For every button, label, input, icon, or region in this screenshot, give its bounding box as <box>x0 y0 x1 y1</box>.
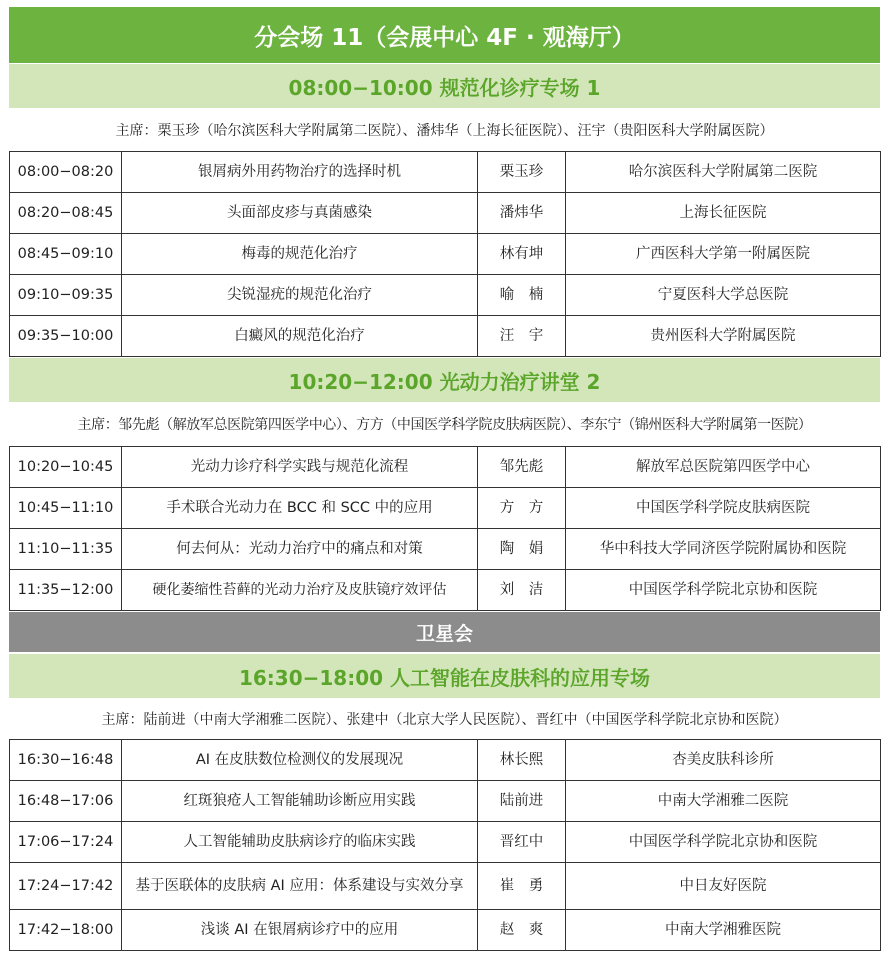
table-row <box>10 910 881 951</box>
table-row <box>10 822 881 863</box>
topic-cell: 浅谈 AI 在银屑病诊疗中的应用 <box>122 910 478 951</box>
session-title: 08:00−10:00 规范化诊疗专场 1 <box>9 64 880 108</box>
organization-cell: 中国医学科学院北京协和医院 <box>566 822 881 863</box>
topic-cell: 人工智能辅助皮肤病诊疗的临床实践 <box>122 822 478 863</box>
topic-cell: 尖锐湿疣的规范化治疗 <box>122 275 478 316</box>
speaker-cell: 陆前进 <box>478 781 566 822</box>
organization-cell: 贵州医科大学附属医院 <box>566 316 881 357</box>
speaker-cell: 方 方 <box>478 488 566 529</box>
session-chairs: 主席：邹先彪（解放军总医院第四医学中心）、方方（中国医学科学院皮肤病医院）、李东宁（锦州医科大学附属第一医院） <box>77 417 812 433</box>
organization-cell: 中国医学科学院皮肤病医院 <box>566 488 881 529</box>
topic-cell: 银屑病外用药物治疗的选择时机 <box>122 152 478 193</box>
schedule-table <box>9 739 881 951</box>
time-cell: 10:45−11:10 <box>10 488 122 529</box>
speaker-cell: 林有坤 <box>478 234 566 275</box>
organization-cell: 哈尔滨医科大学附属第二医院 <box>566 152 881 193</box>
time-cell: 16:48−17:06 <box>10 781 122 822</box>
schedule-table <box>9 151 881 357</box>
venue-title: 分会场 11（会展中心 4F · 观海厅） <box>9 7 880 63</box>
speaker-cell: 林长熙 <box>478 740 566 781</box>
table-row <box>10 740 881 781</box>
speaker-cell: 崔 勇 <box>478 863 566 910</box>
time-cell: 16:30−16:48 <box>10 740 122 781</box>
topic-cell: 光动力诊疗科学实践与规范化流程 <box>122 447 478 488</box>
time-cell: 17:24−17:42 <box>10 863 122 910</box>
organization-cell: 上海长征医院 <box>566 193 881 234</box>
time-cell: 09:35−10:00 <box>10 316 122 357</box>
table-row <box>10 234 881 275</box>
organization-cell: 解放军总医院第四医学中心 <box>566 447 881 488</box>
time-cell: 17:42−18:00 <box>10 910 122 951</box>
time-cell: 17:06−17:24 <box>10 822 122 863</box>
table-row <box>10 529 881 570</box>
session-chairs: 主席：栗玉珍（哈尔滨医科大学附属第二医院）、潘炜华（上海长征医院）、汪宇（贵阳医科大学附属医院） <box>115 123 774 139</box>
topic-cell: 基于医联体的皮肤病 AI 应用：体系建设与实效分享 <box>122 863 478 910</box>
satellite-banner: 卫星会 <box>9 612 880 652</box>
session-title: 16:30−18:00 人工智能在皮肤科的应用专场 <box>9 654 880 698</box>
table-row <box>10 152 881 193</box>
time-cell: 08:00−08:20 <box>10 152 122 193</box>
organization-cell: 中南大学湘雅二医院 <box>566 781 881 822</box>
speaker-cell: 汪 宇 <box>478 316 566 357</box>
speaker-cell: 栗玉珍 <box>478 152 566 193</box>
organization-cell: 广西医科大学第一附属医院 <box>566 234 881 275</box>
speaker-cell: 喻 楠 <box>478 275 566 316</box>
speaker-cell: 潘炜华 <box>478 193 566 234</box>
topic-cell: 红斑狼疮人工智能辅助诊断应用实践 <box>122 781 478 822</box>
time-cell: 11:10−11:35 <box>10 529 122 570</box>
speaker-cell: 邹先彪 <box>478 447 566 488</box>
table-row <box>10 447 881 488</box>
organization-cell: 中南大学湘雅医院 <box>566 910 881 951</box>
time-cell: 09:10−09:35 <box>10 275 122 316</box>
topic-cell: 手术联合光动力在 BCC 和 SCC 中的应用 <box>122 488 478 529</box>
table-row <box>10 488 881 529</box>
time-cell: 11:35−12:00 <box>10 570 122 611</box>
table-row <box>10 275 881 316</box>
session-chairs: 主席：陆前进（中南大学湘雅二医院）、张建中（北京大学人民医院）、晋红中（中国医学科学院北京协和医院） <box>101 712 788 728</box>
table-row <box>10 316 881 357</box>
table-row <box>10 863 881 910</box>
speaker-cell: 晋红中 <box>478 822 566 863</box>
organization-cell: 中国医学科学院北京协和医院 <box>566 570 881 611</box>
table-row <box>10 193 881 234</box>
organization-cell: 宁夏医科大学总医院 <box>566 275 881 316</box>
speaker-cell: 陶 娟 <box>478 529 566 570</box>
time-cell: 10:20−10:45 <box>10 447 122 488</box>
session-title: 10:20−12:00 光动力治疗讲堂 2 <box>9 358 880 402</box>
organization-cell: 华中科技大学同济医学院附属协和医院 <box>566 529 881 570</box>
topic-cell: 梅毒的规范化治疗 <box>122 234 478 275</box>
table-row <box>10 570 881 611</box>
topic-cell: 硬化萎缩性苔藓的光动力治疗及皮肤镜疗效评估 <box>122 570 478 611</box>
topic-cell: 白癜风的规范化治疗 <box>122 316 478 357</box>
organization-cell: 中日友好医院 <box>566 863 881 910</box>
organization-cell: 杏美皮肤科诊所 <box>566 740 881 781</box>
speaker-cell: 刘 洁 <box>478 570 566 611</box>
time-cell: 08:20−08:45 <box>10 193 122 234</box>
schedule-table <box>9 446 881 611</box>
speaker-cell: 赵 爽 <box>478 910 566 951</box>
topic-cell: AI 在皮肤数位检测仪的发展现况 <box>122 740 478 781</box>
time-cell: 08:45−09:10 <box>10 234 122 275</box>
topic-cell: 头面部皮疹与真菌感染 <box>122 193 478 234</box>
table-row <box>10 781 881 822</box>
topic-cell: 何去何从：光动力治疗中的痛点和对策 <box>122 529 478 570</box>
